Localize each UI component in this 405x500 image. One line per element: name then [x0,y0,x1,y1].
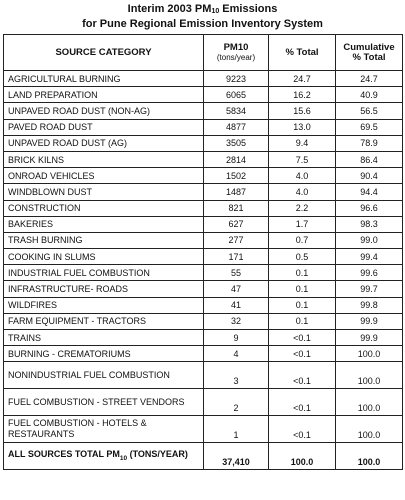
total-row [4,443,403,470]
source-category-cell: ONROAD VEHICLES [4,168,204,184]
header-pm10-label: PM10 [223,41,249,53]
source-category-cell: FUEL COMBUSTION - STREET VENDORS [4,389,204,416]
percent-total-cell: 1.7 [269,216,336,232]
percent-total-cell: <0.1 [269,330,336,346]
cumulative-cell: 100.0 [336,346,403,362]
header-percent-total: % Total [269,35,336,71]
table-row [4,216,403,232]
percent-total-cell: 0.1 [269,281,336,297]
cumulative-cell: 94.4 [336,184,403,200]
percent-total-cell: 2.2 [269,200,336,216]
cumulative-cell: 86.4 [336,151,403,167]
table-row [4,281,403,297]
pm10-cell: 9 [204,330,269,346]
emissions-table [3,34,403,470]
source-category-cell: CONSTRUCTION [4,200,204,216]
pm10-cell: 627 [204,216,269,232]
pm10-cell: 277 [204,232,269,248]
cumulative-cell: 100.0 [336,362,403,389]
percent-total-cell: 7.5 [269,151,336,167]
percent-total-cell: 0.1 [269,313,336,329]
table-row [4,151,403,167]
title-prefix: Interim 2003 PM [127,3,212,15]
percent-total-cell: 9.4 [269,135,336,151]
source-category-cell: BAKERIES [4,216,204,232]
table-row [4,330,403,346]
pm10-cell: 9223 [204,71,269,87]
cumulative-cell: 100.0 [336,389,403,416]
cumulative-cell: 99.6 [336,265,403,281]
table-row [4,184,403,200]
source-category-cell: INDUSTRIAL FUEL COMBUSTION [4,265,204,281]
cumulative-cell: 99.4 [336,249,403,265]
percent-total-cell: 4.0 [269,168,336,184]
title-subscript: 10 [211,8,220,15]
table-row [4,313,403,329]
pm10-cell: 6065 [204,87,269,103]
table-row [4,297,403,313]
source-category-cell: BURNING - CREMATORIUMS [4,346,204,362]
cumulative-cell: 99.8 [336,297,403,313]
percent-total-cell: <0.1 [269,346,336,362]
source-category-cell: UNPAVED ROAD DUST (AG) [4,135,204,151]
table-row [4,362,403,389]
cumulative-cell: 99.0 [336,232,403,248]
cumulative-cell: 24.7 [336,71,403,87]
header-pm10 [204,35,269,71]
cumulative-cell: 78.9 [336,135,403,151]
source-category-cell: TRASH BURNING [4,232,204,248]
percent-total-cell: 0.1 [269,297,336,313]
pm10-cell: 55 [204,265,269,281]
pm10-cell: 4877 [204,119,269,135]
header-pm10-unit: (tons/year) [216,52,256,62]
pm10-cell: 4 [204,346,269,362]
source-category-cell: WILDFIRES [4,297,204,313]
table-row [4,103,403,119]
table-body [4,71,403,443]
source-category-cell: TRAINS [4,330,204,346]
table-row [4,389,403,416]
table-row [4,416,403,443]
pm10-cell: 2814 [204,151,269,167]
cumulative-cell: 99.7 [336,281,403,297]
percent-total-cell: 24.7 [269,71,336,87]
source-category-cell: PAVED ROAD DUST [4,119,204,135]
source-category-cell: UNPAVED ROAD DUST (NON-AG) [4,103,204,119]
percent-total-cell: 15.6 [269,103,336,119]
title-line-1 [0,3,405,18]
pm10-cell: 1 [204,416,269,443]
total-pm10: 37,410 [204,443,269,470]
source-category-cell: LAND PREPARATION [4,87,204,103]
total-label [4,443,204,470]
cumulative-cell: 100.0 [336,416,403,443]
cumulative-cell: 90.4 [336,168,403,184]
pm10-cell: 32 [204,313,269,329]
source-category-cell: FUEL COMBUSTION - HOTELS & RESTAURANTS [4,416,204,443]
table-title [0,0,405,30]
title-line-2: for Pune Regional Emission Inventory System [82,18,323,30]
header-row [4,35,403,71]
cumulative-cell: 98.3 [336,216,403,232]
source-category-cell: NONINDUSTRIAL FUEL COMBUSTION [4,362,204,389]
pm10-cell: 171 [204,249,269,265]
percent-total-cell: 0.5 [269,249,336,265]
pm10-cell: 2 [204,389,269,416]
emissions-table-wrapper [3,34,402,470]
percent-total-cell: 0.7 [269,232,336,248]
table-row [4,87,403,103]
pm10-cell: 47 [204,281,269,297]
percent-total-cell: <0.1 [269,416,336,443]
cumulative-cell: 56.5 [336,103,403,119]
title-suffix: Emissions [219,3,278,15]
source-category-cell: INFRASTRUCTURE- ROADS [4,281,204,297]
table-row [4,346,403,362]
pm10-cell: 1487 [204,184,269,200]
cumulative-cell: 99.9 [336,313,403,329]
cumulative-cell: 99.9 [336,330,403,346]
table-row [4,232,403,248]
table-row [4,249,403,265]
source-category-cell: FARM EQUIPMENT - TRACTORS [4,313,204,329]
source-category-cell: AGRICULTURAL BURNING [4,71,204,87]
table-row [4,168,403,184]
source-category-cell: COOKING IN SLUMS [4,249,204,265]
total-percent: 100.0 [269,443,336,470]
pm10-cell: 3 [204,362,269,389]
pm10-cell: 3505 [204,135,269,151]
table-row [4,119,403,135]
total-label-subscript: 10 [119,454,128,462]
pm10-cell: 41 [204,297,269,313]
pm10-cell: 5834 [204,103,269,119]
percent-total-cell: 13.0 [269,119,336,135]
header-cumulative: Cumulative % Total [336,35,403,71]
cumulative-cell: 69.5 [336,119,403,135]
pm10-cell: 821 [204,200,269,216]
total-cumulative: 100.0 [336,443,403,470]
table-row [4,71,403,87]
table-row [4,200,403,216]
total-label-prefix: ALL SOURCES TOTAL PM [8,448,120,459]
source-category-cell: BRICK KILNS [4,151,204,167]
percent-total-cell: <0.1 [269,362,336,389]
header-source-category: SOURCE CATEGORY [4,35,204,71]
table-row [4,135,403,151]
cumulative-cell: 40.9 [336,87,403,103]
percent-total-cell: 4.0 [269,184,336,200]
percent-total-cell: 16.2 [269,87,336,103]
percent-total-cell: <0.1 [269,389,336,416]
source-category-cell: WINDBLOWN DUST [4,184,204,200]
total-label-suffix: (TONS/YEAR) [127,448,188,459]
cumulative-cell: 96.6 [336,200,403,216]
table-row [4,265,403,281]
pm10-cell: 1502 [204,168,269,184]
percent-total-cell: 0.1 [269,265,336,281]
